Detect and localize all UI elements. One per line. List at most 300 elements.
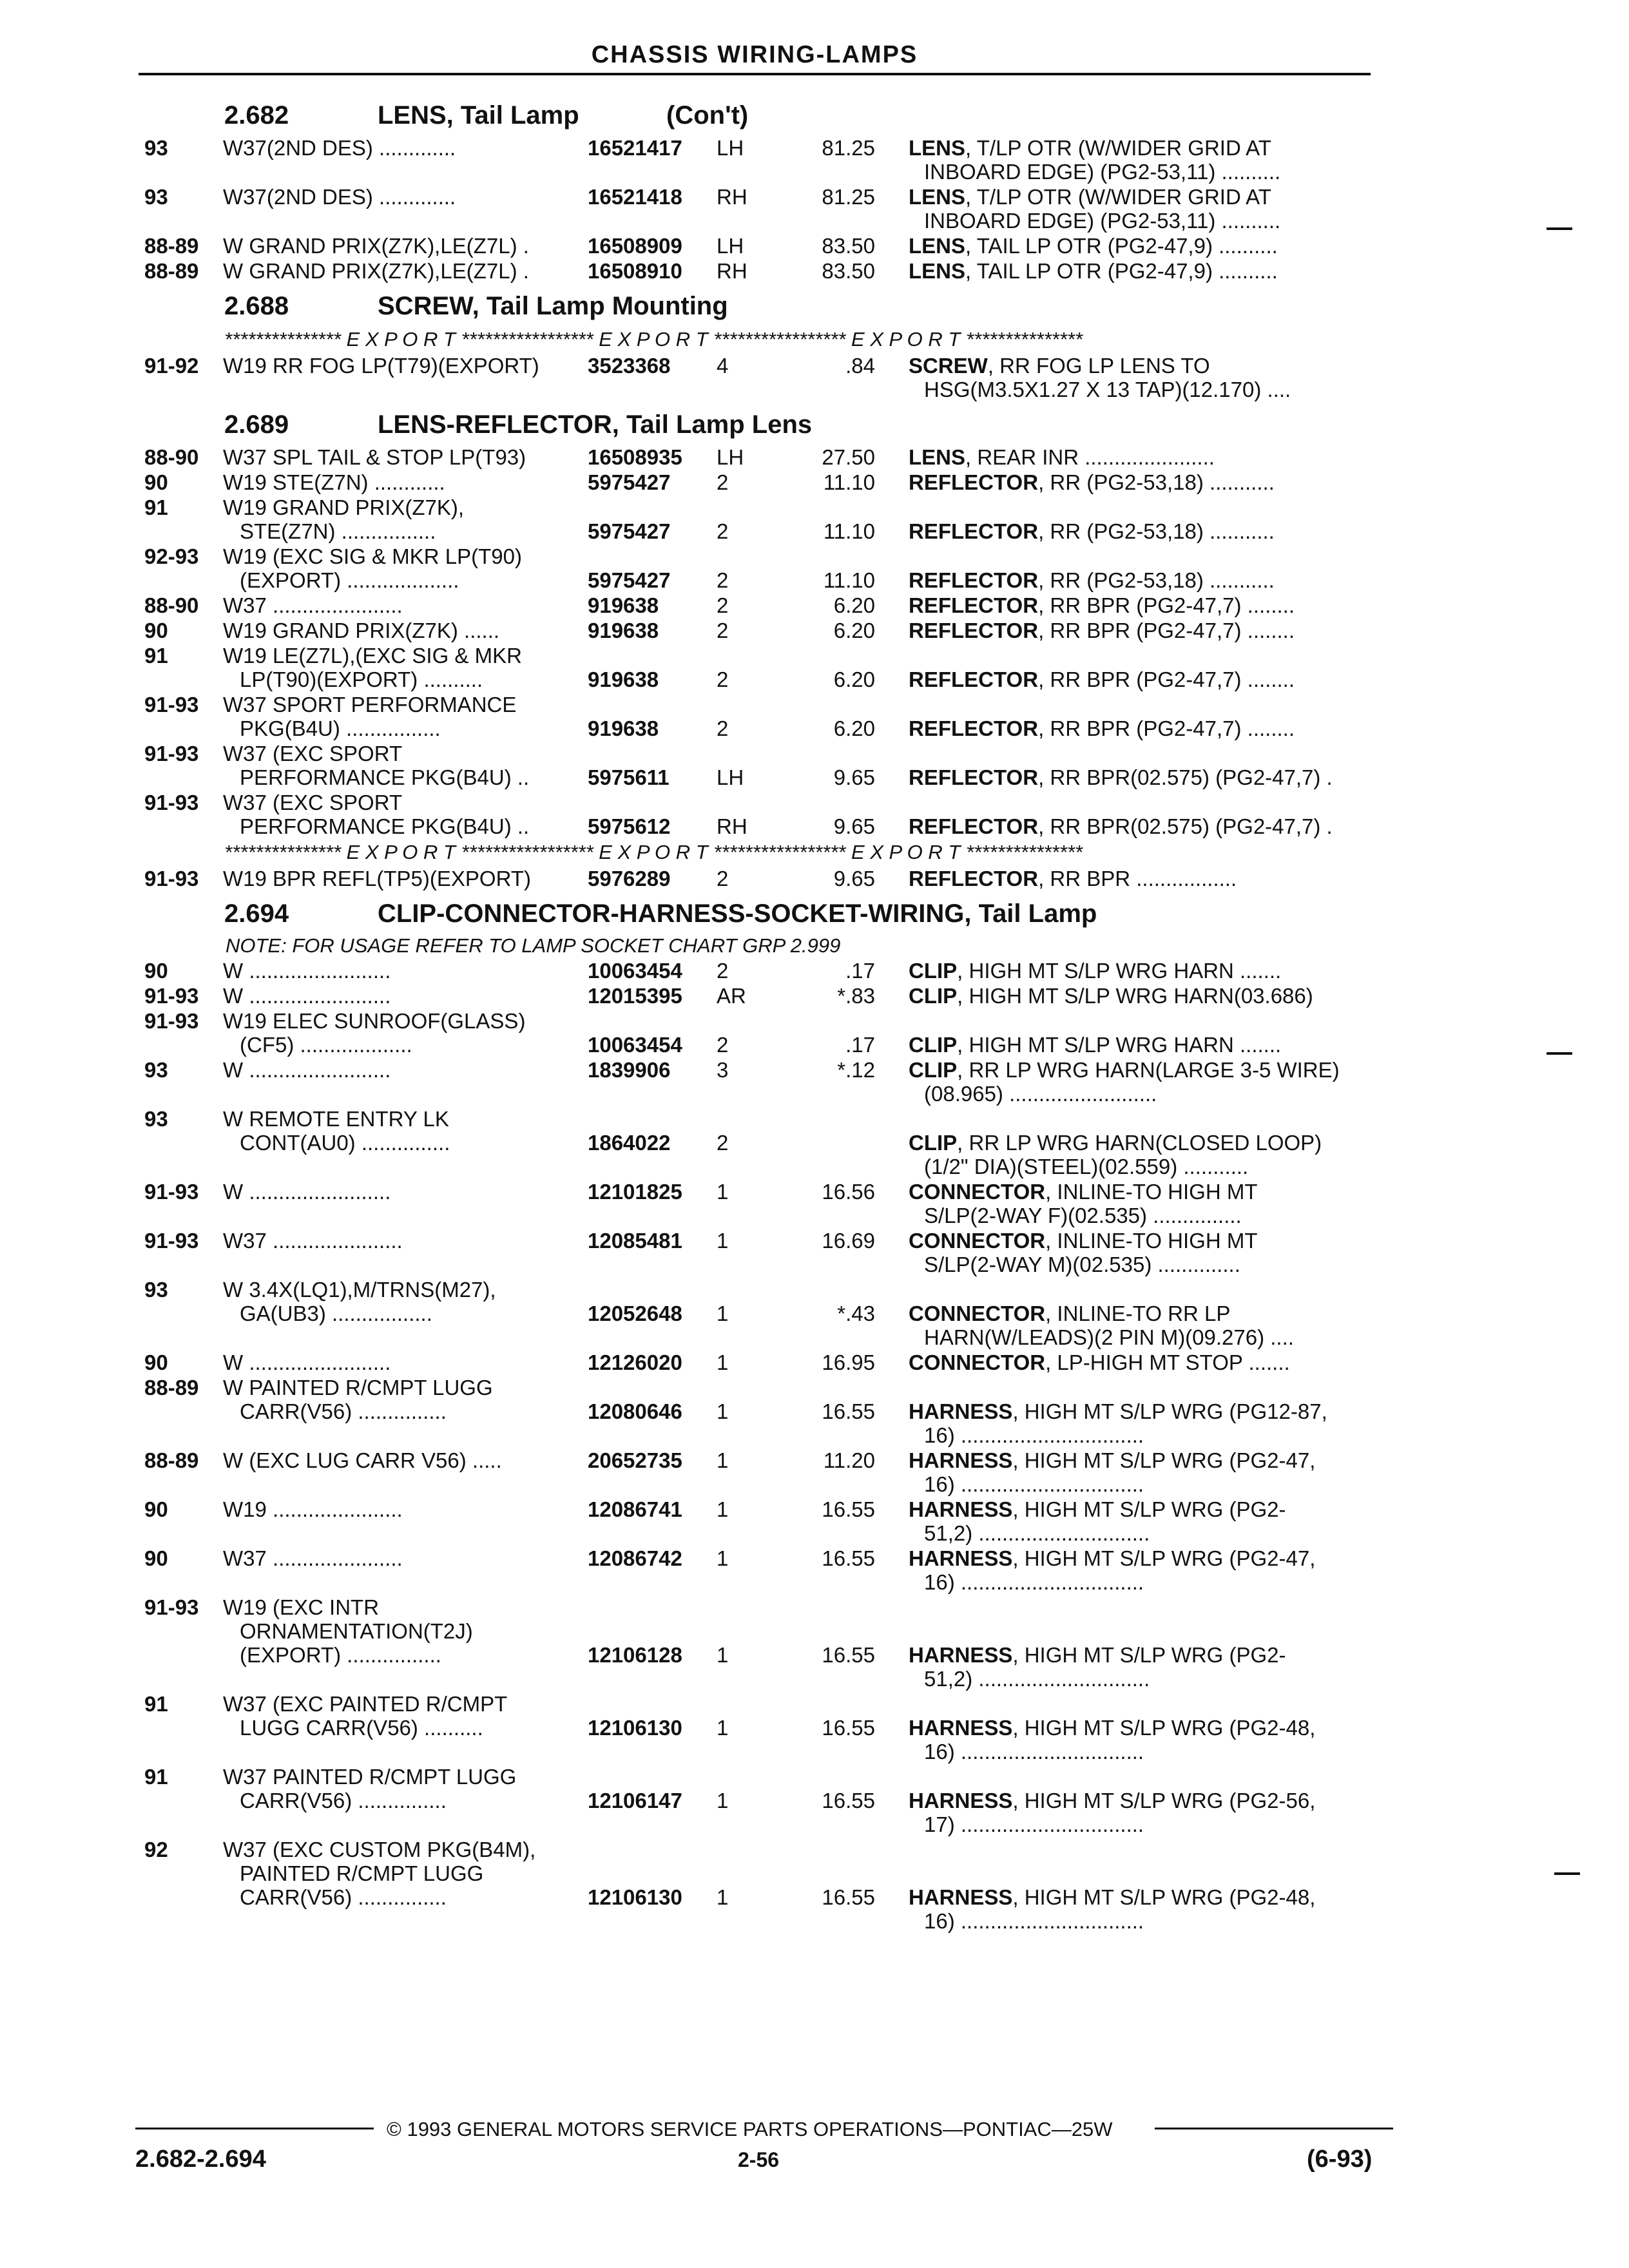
quantity: AR (717, 984, 746, 1008)
model-year: 88-90 (144, 445, 199, 469)
model-year: 91-93 (144, 693, 199, 716)
part-row (0, 1765, 1629, 1838)
list-price: 16.55 (822, 1789, 875, 1812)
model-year: 91-93 (144, 1595, 199, 1619)
part-number: 919638 (588, 593, 659, 617)
footer-rule-right (1155, 2128, 1393, 2129)
part-number: 5975427 (588, 519, 671, 543)
model-usage-line: W19 STE(Z7N) ............ (223, 470, 445, 494)
model-usage-line: PAINTED R/CMPT LUGG (240, 1861, 484, 1885)
quantity: 1 (717, 1180, 729, 1204)
part-number: 12086741 (588, 1497, 682, 1521)
part-description (909, 984, 1373, 1008)
quantity: 2 (717, 568, 729, 592)
part-description (909, 593, 1373, 617)
list-price: 6.20 (833, 593, 875, 617)
section-title (0, 403, 1629, 445)
part-row (0, 259, 1629, 284)
part-description (909, 259, 1373, 283)
model-usage (223, 1376, 571, 1423)
part-description-line: (08.965) ......................... (924, 1082, 1157, 1106)
model-usage (223, 644, 571, 691)
model-usage-line: CARR(V56) ............... (240, 1789, 447, 1812)
model-usage-line: W37 ...................... (223, 593, 403, 617)
quantity: 2 (717, 1033, 729, 1057)
part-description (909, 1838, 1373, 1933)
model-usage-line: CONT(AU0) ............... (240, 1131, 450, 1155)
footer-copyright: © 1993 GENERAL MOTORS SERVICE PARTS OPERATIONS—PONTIAC—25W (387, 2118, 1113, 2140)
part-description-line (909, 1861, 1373, 1885)
part-description-line: LENS, REAR INR ...................... (909, 445, 1215, 469)
part-description-line: CLIP, RR LP WRG HARN(LARGE 3-5 WIRE) (909, 1058, 1340, 1082)
model-usage-line: PERFORMANCE PKG(B4U) .. (240, 765, 530, 789)
list-price: 6.20 (833, 619, 875, 642)
model-usage-line: (EXPORT) ................ (240, 1643, 441, 1667)
model-year: 91 (144, 1692, 168, 1716)
quantity: LH (717, 765, 744, 789)
part-description (909, 185, 1373, 233)
list-price: 16.56 (822, 1180, 875, 1204)
list-price: 9.65 (833, 814, 875, 838)
quantity: 1 (717, 1716, 729, 1740)
quantity: 2 (717, 470, 729, 494)
model-usage (223, 1448, 571, 1472)
part-row (0, 619, 1629, 644)
model-year: 90 (144, 1546, 168, 1570)
part-number: 919638 (588, 668, 659, 691)
list-price: 81.25 (822, 136, 875, 160)
part-number: 12015395 (588, 984, 682, 1008)
part-row (0, 791, 1629, 840)
list-price: .17 (845, 1033, 875, 1057)
part-row (0, 185, 1629, 234)
part-description (909, 1058, 1373, 1106)
part-number: 919638 (588, 619, 659, 642)
model-usage-line: W19 (EXC SIG & MKR LP(T90) (223, 544, 522, 568)
model-usage-line: W ........................ (223, 1180, 391, 1204)
usage-note (0, 934, 1629, 959)
part-number: 919638 (588, 716, 659, 740)
part-row (0, 1058, 1629, 1107)
part-description-line: LENS, TAIL LP OTR (PG2-47,9) .......... (909, 234, 1278, 258)
model-usage (223, 1229, 571, 1253)
list-price: 11.10 (823, 519, 875, 543)
quantity: 1 (717, 1350, 729, 1374)
part-description-line (909, 1278, 1373, 1302)
part-description-line: REFLECTOR, RR BPR (PG2-47,7) ........ (909, 593, 1295, 617)
part-number: 10063454 (588, 1033, 682, 1057)
footer-group-range: 2.682-2.694 (135, 2146, 266, 2173)
part-row (0, 867, 1629, 892)
part-description-line: 51,2) ............................. (924, 1667, 1150, 1691)
part-description-line (909, 1765, 1373, 1789)
part-description (909, 1765, 1373, 1836)
model-usage-line: W ........................ (223, 984, 391, 1008)
quantity: 1 (717, 1399, 729, 1423)
part-row (0, 1546, 1629, 1595)
model-usage (223, 1497, 571, 1521)
part-row (0, 1497, 1629, 1546)
model-usage (223, 234, 571, 258)
model-usage-line: W37 ...................... (223, 1229, 403, 1253)
model-usage (223, 1058, 571, 1082)
model-usage-line: W37 (EXC CUSTOM PKG(B4M), (223, 1838, 536, 1861)
model-year: 92-93 (144, 544, 199, 568)
quantity: 1 (717, 1302, 729, 1325)
quantity: 1 (717, 1229, 729, 1253)
part-description-line (909, 742, 1373, 765)
quantity: 1 (717, 1497, 729, 1521)
part-row (0, 1180, 1629, 1229)
model-usage-line: (EXPORT) ................... (240, 568, 459, 592)
part-description-line: HSG(M3.5X1.27 X 13 TAP)(12.170) .... (924, 378, 1291, 401)
quantity: LH (717, 136, 744, 160)
part-row (0, 470, 1629, 495)
model-year: 88-89 (144, 1376, 199, 1399)
model-usage-line: W19 (EXC INTR (223, 1595, 380, 1619)
quantity: LH (717, 234, 744, 258)
part-description (909, 1497, 1373, 1545)
part-description-line: HARNESS, HIGH MT S/LP WRG (PG2-47, (909, 1448, 1316, 1472)
model-usage-line: PERFORMANCE PKG(B4U) .. (240, 814, 530, 838)
model-year: 90 (144, 959, 168, 983)
model-usage-line: W37 PAINTED R/CMPT LUGG (223, 1765, 517, 1789)
model-year: 88-89 (144, 1448, 199, 1472)
footer-page-number: 2-56 (738, 2148, 780, 2171)
part-row (0, 445, 1629, 470)
section-number: 2.689 (224, 410, 289, 439)
part-description-line: 16) ............................... (924, 1570, 1144, 1594)
part-row (0, 544, 1629, 593)
list-price: .84 (845, 354, 875, 378)
part-number: 10063454 (588, 959, 682, 983)
part-number: 12086742 (588, 1546, 682, 1570)
part-description-line: INBOARD EDGE) (PG2-53,11) .......... (924, 209, 1281, 233)
part-description-line: REFLECTOR, RR BPR(02.575) (PG2-47,7) . (909, 765, 1333, 789)
model-usage-line: W19 GRAND PRIX(Z7K), (223, 495, 465, 519)
part-description (909, 1448, 1373, 1496)
model-year: 92 (144, 1838, 168, 1861)
quantity: 2 (717, 867, 729, 890)
model-usage (223, 1350, 571, 1374)
section-continued: (Con't) (666, 101, 749, 130)
part-description-line: REFLECTOR, RR BPR (PG2-47,7) ........ (909, 668, 1295, 691)
model-year: 93 (144, 1278, 168, 1302)
part-number: 12106147 (588, 1789, 682, 1812)
section-number: 2.694 (224, 899, 289, 928)
part-description-line: REFLECTOR, RR BPR(02.575) (PG2-47,7) . (909, 814, 1333, 838)
part-number: 5975427 (588, 568, 671, 592)
model-usage (223, 495, 571, 543)
part-row (0, 234, 1629, 259)
list-price: 83.50 (822, 234, 875, 258)
quantity: 1 (717, 1789, 729, 1812)
model-usage (223, 959, 571, 983)
quantity: 4 (717, 354, 729, 378)
model-usage (223, 1765, 571, 1812)
model-year: 91 (144, 644, 168, 668)
list-price: *.43 (837, 1302, 875, 1325)
model-usage-line: W19 ...................... (223, 1497, 403, 1521)
model-usage-line: W19 GRAND PRIX(Z7K) ...... (223, 619, 500, 642)
part-description-line (909, 544, 1373, 568)
part-description-line (909, 495, 1373, 519)
model-usage (223, 1278, 571, 1325)
part-description-line: 16) ............................... (924, 1909, 1144, 1933)
model-year: 91-93 (144, 791, 199, 814)
part-description-line: 51,2) ............................. (924, 1521, 1150, 1545)
model-usage (223, 470, 571, 494)
model-year: 91-93 (144, 742, 199, 765)
quantity: 1 (717, 1885, 729, 1909)
model-usage-line: GA(UB3) ................. (240, 1302, 432, 1325)
model-usage-line: W REMOTE ENTRY LK (223, 1107, 449, 1131)
part-description (909, 1692, 1373, 1763)
quantity: LH (717, 445, 744, 469)
model-usage (223, 259, 571, 283)
part-description-line: HARNESS, HIGH MT S/LP WRG (PG2-48, (909, 1716, 1316, 1740)
part-number: 12106130 (588, 1716, 682, 1740)
part-description-line: LENS, T/LP OTR (W/WIDER GRID AT (909, 185, 1271, 209)
section-title (0, 93, 1629, 136)
model-usage-line: W19 LE(Z7L),(EXC SIG & MKR (223, 644, 522, 668)
part-number: 16508935 (588, 445, 682, 469)
list-price: .17 (845, 959, 875, 983)
part-description-line (909, 1107, 1373, 1131)
model-year: 88-90 (144, 593, 199, 617)
model-year: 93 (144, 1058, 168, 1082)
model-usage (223, 1107, 571, 1155)
part-row (0, 1107, 1629, 1180)
quantity: 2 (717, 1131, 729, 1155)
part-number: 16508910 (588, 259, 682, 283)
model-usage (223, 742, 571, 789)
model-usage-line: W 3.4X(LQ1),M/TRNS(M27), (223, 1278, 496, 1302)
list-price: 16.55 (822, 1716, 875, 1740)
part-description-line: HARNESS, HIGH MT S/LP WRG (PG12-87, (909, 1399, 1327, 1423)
list-price: 6.20 (833, 668, 875, 691)
export-banner (0, 327, 1629, 354)
list-price: 16.69 (822, 1229, 875, 1253)
part-description (909, 867, 1373, 890)
part-description-line: INBOARD EDGE) (PG2-53,11) .......... (924, 160, 1281, 184)
section-name: LENS-REFLECTOR, Tail Lamp Lens (378, 410, 813, 439)
part-description (909, 495, 1373, 543)
model-usage (223, 693, 571, 740)
section-title (0, 284, 1629, 327)
part-description-line: HARNESS, HIGH MT S/LP WRG (PG2- (909, 1643, 1286, 1667)
part-description (909, 791, 1373, 838)
model-usage-line: W37 SPL TAIL & STOP LP(T93) (223, 445, 526, 469)
model-year: 90 (144, 1497, 168, 1521)
part-description-line: 16) ............................... (924, 1423, 1144, 1447)
model-year: 91-93 (144, 1009, 199, 1033)
quantity: 2 (717, 519, 729, 543)
part-row (0, 1692, 1629, 1765)
part-description (909, 1376, 1373, 1447)
list-price: 81.25 (822, 185, 875, 209)
part-description (909, 1107, 1373, 1178)
quantity: RH (717, 814, 747, 838)
part-number: 12080646 (588, 1399, 682, 1423)
margin-mark (1547, 1052, 1572, 1055)
part-description-line: CONNECTOR, INLINE-TO RR LP (909, 1302, 1231, 1325)
part-description (909, 1229, 1373, 1276)
model-usage-line: PKG(B4U) ................ (240, 716, 441, 740)
part-number: 12126020 (588, 1350, 682, 1374)
part-description (909, 136, 1373, 184)
part-description (909, 1350, 1373, 1374)
model-usage-line: LP(T90)(EXPORT) .......... (240, 668, 483, 691)
part-description-line: S/LP(2-WAY F)(02.535) ............... (924, 1204, 1242, 1227)
model-usage (223, 1692, 571, 1740)
section-number: 2.682 (224, 101, 289, 130)
part-description-line (909, 791, 1373, 814)
part-description (909, 445, 1373, 469)
part-description-line: LENS, T/LP OTR (W/WIDER GRID AT (909, 136, 1271, 160)
list-price: 16.55 (822, 1546, 875, 1570)
model-year: 91-93 (144, 867, 199, 890)
model-year: 93 (144, 1107, 168, 1131)
model-usage (223, 791, 571, 838)
quantity: 2 (717, 668, 729, 691)
model-year: 91-93 (144, 1229, 199, 1253)
part-row (0, 1009, 1629, 1058)
section-name: SCREW, Tail Lamp Mounting (378, 292, 728, 320)
list-price: 16.95 (822, 1350, 875, 1374)
quantity: 1 (717, 1643, 729, 1667)
part-description (909, 644, 1373, 691)
model-usage (223, 136, 571, 160)
model-year: 91-93 (144, 1180, 199, 1204)
part-description (909, 470, 1373, 494)
part-row (0, 495, 1629, 544)
part-row (0, 959, 1629, 984)
list-price: *.12 (837, 1058, 875, 1082)
model-usage (223, 354, 571, 378)
quantity: 1 (717, 1546, 729, 1570)
list-price: 27.50 (822, 445, 875, 469)
part-row (0, 1376, 1629, 1448)
part-description-line (909, 1619, 1373, 1643)
list-price: 16.55 (822, 1643, 875, 1667)
part-description-line: CLIP, HIGH MT S/LP WRG HARN(03.686) (909, 984, 1313, 1008)
list-price: 16.55 (822, 1885, 875, 1909)
model-usage (223, 185, 571, 209)
list-price: *.83 (837, 984, 875, 1008)
model-usage-line: STE(Z7N) ................ (240, 519, 436, 543)
part-row (0, 1350, 1629, 1376)
model-year: 90 (144, 470, 168, 494)
part-description-line: REFLECTOR, RR (PG2-53,18) ........... (909, 568, 1275, 592)
model-year: 91-92 (144, 354, 199, 378)
part-description-line (909, 644, 1373, 668)
part-row (0, 1229, 1629, 1278)
model-usage-line: W37(2ND DES) ............. (223, 185, 456, 209)
catalog-content (0, 93, 1629, 1934)
part-description-line: CONNECTOR, LP-HIGH MT STOP ....... (909, 1350, 1290, 1374)
model-usage (223, 867, 571, 890)
part-row (0, 1838, 1629, 1934)
model-usage-line: W GRAND PRIX(Z7K),LE(Z7L) . (223, 259, 529, 283)
model-usage-line: W37 SPORT PERFORMANCE (223, 693, 517, 716)
model-usage (223, 1009, 571, 1057)
usage-note-text: NOTE: FOR USAGE REFER TO LAMP SOCKET CHART GRP 2.999 (226, 934, 841, 957)
part-description (909, 619, 1373, 642)
part-description-line: LENS, TAIL LP OTR (PG2-47,9) .......... (909, 259, 1278, 283)
part-description-line: REFLECTOR, RR BPR (PG2-47,7) ........ (909, 619, 1295, 642)
part-description (909, 1546, 1373, 1594)
model-usage-line: CARR(V56) ............... (240, 1885, 447, 1909)
part-row (0, 693, 1629, 742)
model-usage (223, 544, 571, 592)
model-year: 88-89 (144, 234, 199, 258)
part-description-line: CLIP, HIGH MT S/LP WRG HARN ....... (909, 1033, 1282, 1057)
part-description-line: (1/2" DIA)(STEEL)(02.559) ........... (924, 1155, 1249, 1178)
part-number: 16508909 (588, 234, 682, 258)
model-usage (223, 445, 571, 469)
quantity: RH (717, 259, 747, 283)
part-number: 5976289 (588, 867, 671, 890)
part-description-line: 16) ............................... (924, 1740, 1144, 1763)
model-year: 93 (144, 185, 168, 209)
model-usage-line: W PAINTED R/CMPT LUGG (223, 1376, 493, 1399)
part-number: 12052648 (588, 1302, 682, 1325)
model-usage-line: W37 (EXC PAINTED R/CMPT (223, 1692, 508, 1716)
part-number: 20652735 (588, 1448, 682, 1472)
part-description-line: REFLECTOR, RR (PG2-53,18) ........... (909, 519, 1275, 543)
part-description (909, 234, 1373, 258)
model-usage (223, 593, 571, 617)
part-description-line (909, 1692, 1373, 1716)
part-row (0, 593, 1629, 619)
model-usage (223, 1595, 571, 1667)
model-year: 91 (144, 1765, 168, 1789)
list-price: 6.20 (833, 716, 875, 740)
model-usage-line: W GRAND PRIX(Z7K),LE(Z7L) . (223, 234, 529, 258)
part-description-line (909, 693, 1373, 716)
list-price: 11.10 (823, 568, 875, 592)
quantity: 3 (717, 1058, 729, 1082)
part-description (909, 544, 1373, 592)
part-number: 12106128 (588, 1643, 682, 1667)
quantity: 2 (717, 593, 729, 617)
part-row (0, 1448, 1629, 1497)
quantity: RH (717, 185, 747, 209)
part-description-line: SCREW, RR FOG LP LENS TO (909, 354, 1210, 378)
model-usage (223, 1838, 571, 1909)
margin-mark (1547, 227, 1572, 230)
quantity: 1 (717, 1448, 729, 1472)
part-description (909, 1278, 1373, 1349)
part-description-line: HARNESS, HIGH MT S/LP WRG (PG2-56, (909, 1789, 1316, 1812)
section-name: LENS, Tail Lamp (378, 101, 579, 130)
model-usage-line: CARR(V56) ............... (240, 1399, 447, 1423)
part-row (0, 984, 1629, 1009)
part-description-line (909, 1009, 1373, 1033)
part-description (909, 959, 1373, 983)
model-usage-line: LUGG CARR(V56) .......... (240, 1716, 483, 1740)
section-number: 2.688 (224, 292, 289, 320)
page-title: CHASSIS WIRING-LAMPS (591, 41, 918, 68)
part-number: 16521418 (588, 185, 682, 209)
part-description-line: HARN(W/LEADS)(2 PIN M)(09.276) .... (924, 1325, 1294, 1349)
export-banner (0, 840, 1629, 867)
model-usage-line: W37 (EXC SPORT (223, 791, 403, 814)
part-number: 12101825 (588, 1180, 682, 1204)
model-usage-line: (CF5) ................... (240, 1033, 412, 1057)
model-usage-line: W (EXC LUG CARR V56) ..... (223, 1448, 502, 1472)
